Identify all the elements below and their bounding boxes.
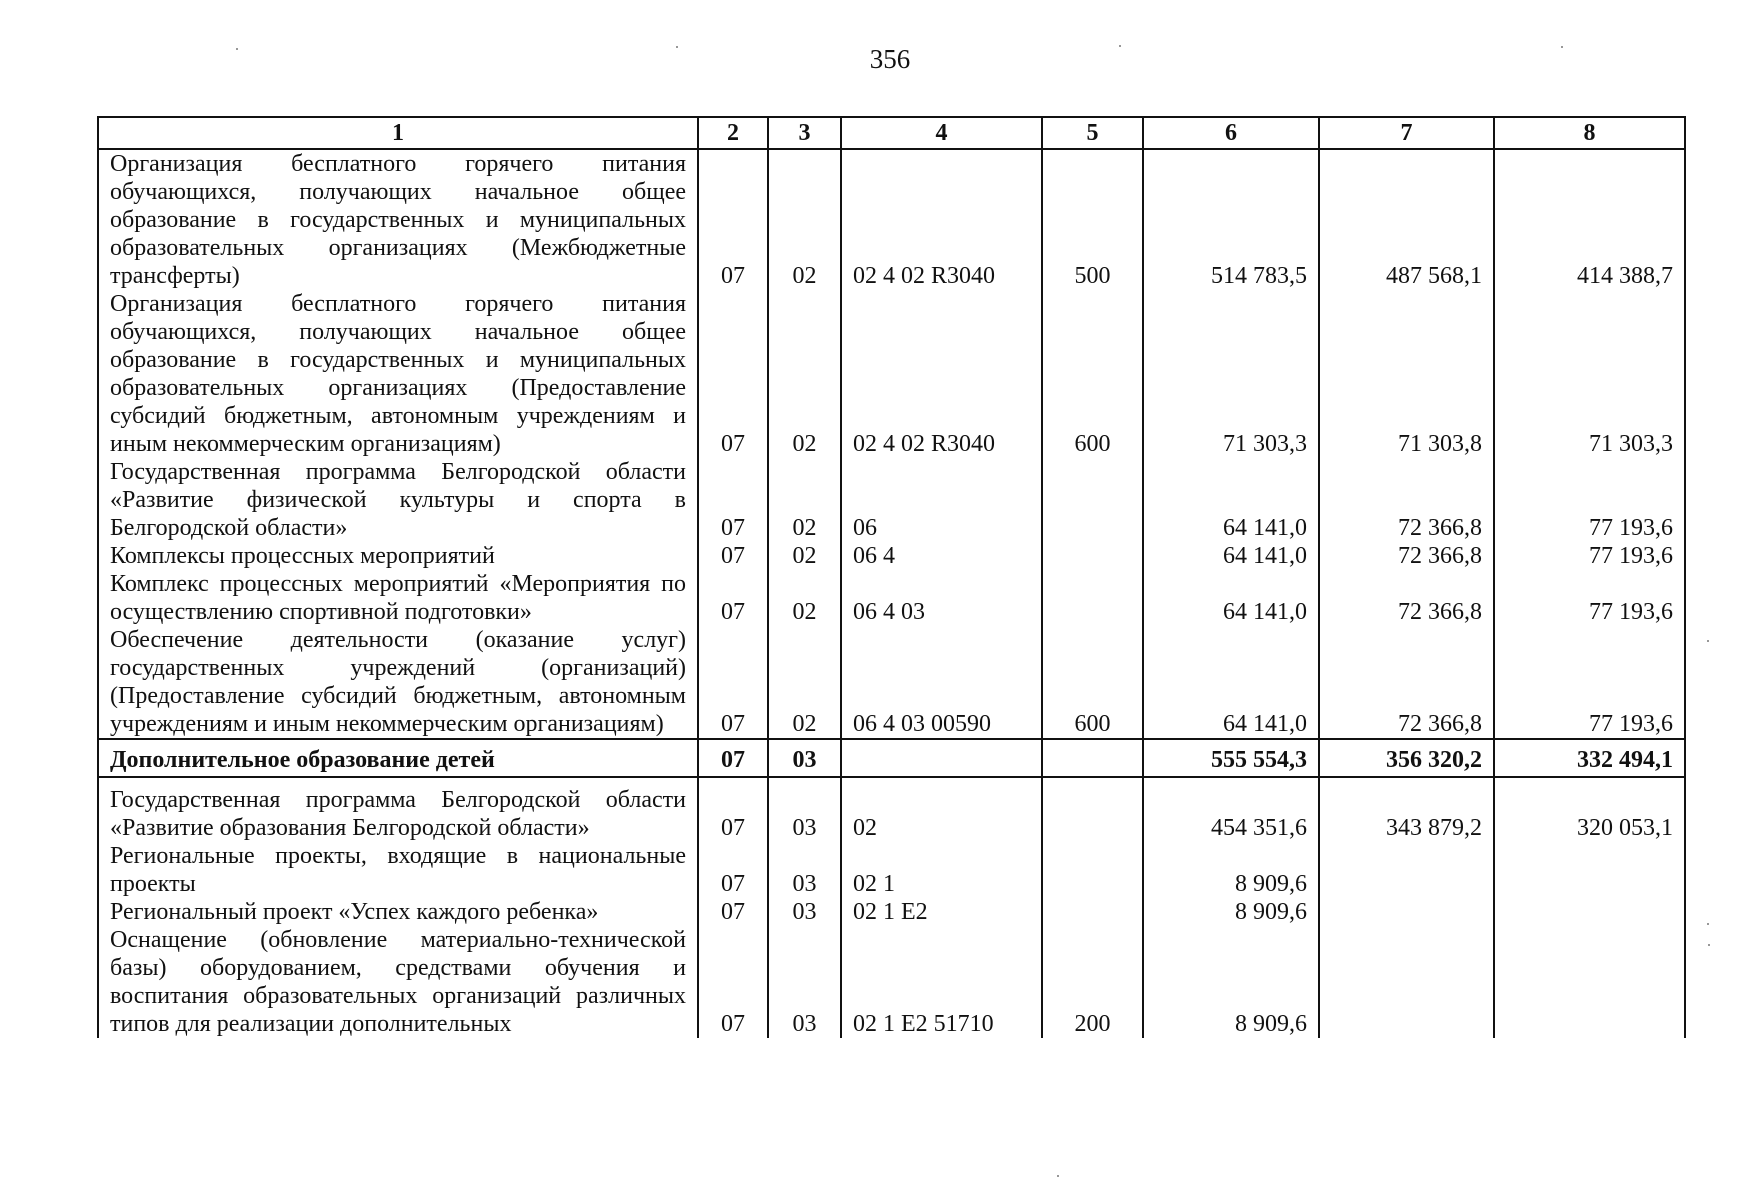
row-name-cell: Региональный проект «Успех каждого ребенка» (98, 898, 698, 926)
target-article-cell: 02 1 E2 (841, 898, 1042, 926)
table-row (98, 570, 1685, 626)
subsection-code-cell: 03 (768, 898, 841, 926)
target-article-cell: 02 4 02 R3040 (841, 290, 1042, 458)
amount-cell-year-3: 77 193,6 (1494, 570, 1685, 626)
expense-type-cell: 500 (1042, 149, 1143, 290)
table-row (98, 458, 1685, 542)
amount-cell-year-1: 514 783,5 (1143, 149, 1319, 290)
amount-cell-year-3: 77 193,6 (1494, 626, 1685, 739)
row-name-cell: Комплексы процессных мероприятий (98, 542, 698, 570)
amount-cell-year-3 (1494, 842, 1685, 898)
target-article-cell: 06 4 (841, 542, 1042, 570)
table-row (98, 926, 1685, 1038)
amount-cell-year-3: 77 193,6 (1494, 542, 1685, 570)
section-code-cell: 07 (698, 458, 768, 542)
target-article-cell: 02 1 (841, 842, 1042, 898)
expense-type-cell (1042, 739, 1143, 777)
row-name-cell: Государственная программа Белгородской области «Развитие образования Белгородской области» (98, 777, 698, 842)
amount-cell-year-1: 71 303,3 (1143, 290, 1319, 458)
section-code-cell: 07 (698, 570, 768, 626)
scan-speck (676, 46, 678, 48)
amount-cell-year-1: 64 141,0 (1143, 458, 1319, 542)
subsection-code-cell: 02 (768, 290, 841, 458)
column-header: 7 (1319, 117, 1494, 149)
row-name-cell: Дополнительное образование детей (98, 739, 698, 777)
amount-cell-year-1: 454 351,6 (1143, 777, 1319, 842)
table-row (98, 842, 1685, 898)
subsection-code-cell: 02 (768, 570, 841, 626)
scan-speck (1561, 46, 1563, 48)
section-code-cell: 07 (698, 842, 768, 898)
scan-speck (1119, 45, 1121, 47)
amount-cell-year-3 (1494, 898, 1685, 926)
amount-cell-year-3: 332 494,1 (1494, 739, 1685, 777)
target-article-cell: 02 1 E2 51710 (841, 926, 1042, 1038)
amount-cell-year-3: 414 388,7 (1494, 149, 1685, 290)
section-code-cell: 07 (698, 626, 768, 739)
section-code-cell: 07 (698, 542, 768, 570)
scan-speck (1707, 923, 1709, 925)
amount-cell-year-1: 64 141,0 (1143, 626, 1319, 739)
column-header: 6 (1143, 117, 1319, 149)
row-name-cell: Организация бесплатного горячего питания обучающихся, получающих начальное общее образование в государственных и муниципальных образовательных организациях (Межбюджетные трансферты) (98, 149, 698, 290)
section-code-cell: 07 (698, 739, 768, 777)
amount-cell-year-2: 487 568,1 (1319, 149, 1494, 290)
table-row (98, 149, 1685, 290)
target-article-cell (841, 739, 1042, 777)
subsection-code-cell: 02 (768, 626, 841, 739)
scan-speck (1708, 944, 1710, 946)
section-code-cell: 07 (698, 898, 768, 926)
target-article-cell: 02 4 02 R3040 (841, 149, 1042, 290)
row-name-cell: Региональные проекты, входящие в национальные проекты (98, 842, 698, 898)
expense-type-cell (1042, 542, 1143, 570)
row-name-cell: Организация бесплатного горячего питания обучающихся, получающих начальное общее образование в государственных и муниципальных образовательных организациях (Предоставление субсидий бюджетным, автономным учреждениям и иным некоммерческим организациям) (98, 290, 698, 458)
expense-type-cell: 200 (1042, 926, 1143, 1038)
subsection-code-cell: 02 (768, 458, 841, 542)
column-header: 3 (768, 117, 841, 149)
section-code-cell: 07 (698, 777, 768, 842)
amount-cell-year-2: 72 366,8 (1319, 542, 1494, 570)
amount-cell-year-1: 8 909,6 (1143, 898, 1319, 926)
row-name-cell: Комплекс процессных мероприятий «Мероприятия по осуществлению спортивной подготовки» (98, 570, 698, 626)
target-article-cell: 02 (841, 777, 1042, 842)
table-row (98, 290, 1685, 458)
target-article-cell: 06 (841, 458, 1042, 542)
expense-type-cell (1042, 570, 1143, 626)
row-name-cell: Государственная программа Белгородской области «Развитие физической культуры и спорта в Белгородской области» (98, 458, 698, 542)
amount-cell-year-2 (1319, 898, 1494, 926)
column-header: 4 (841, 117, 1042, 149)
amount-cell-year-2: 343 879,2 (1319, 777, 1494, 842)
amount-cell-year-3: 320 053,1 (1494, 777, 1685, 842)
subsection-code-cell: 03 (768, 926, 841, 1038)
table-row (98, 739, 1685, 777)
target-article-cell: 06 4 03 (841, 570, 1042, 626)
table-row (98, 626, 1685, 739)
subsection-code-cell: 02 (768, 149, 841, 290)
amount-cell-year-1: 64 141,0 (1143, 542, 1319, 570)
amount-cell-year-2: 72 366,8 (1319, 458, 1494, 542)
table-body (98, 149, 1685, 1038)
subsection-code-cell: 03 (768, 777, 841, 842)
budget-table (97, 116, 1686, 1038)
target-article-cell: 06 4 03 00590 (841, 626, 1042, 739)
amount-cell-year-3: 77 193,6 (1494, 458, 1685, 542)
table-row (98, 777, 1685, 842)
subsection-code-cell: 03 (768, 842, 841, 898)
column-header: 5 (1042, 117, 1143, 149)
expense-type-cell (1042, 458, 1143, 542)
row-name-cell: Оснащение (обновление материально-технической базы) оборудованием, средствами обучения и воспитания образовательных организаций различных типов для реализации дополнительных (98, 926, 698, 1038)
section-code-cell: 07 (698, 290, 768, 458)
table-header-row (98, 117, 1685, 149)
column-header: 8 (1494, 117, 1685, 149)
expense-type-cell: 600 (1042, 290, 1143, 458)
subsection-code-cell: 03 (768, 739, 841, 777)
column-header: 1 (98, 117, 698, 149)
expense-type-cell (1042, 777, 1143, 842)
amount-cell-year-2 (1319, 842, 1494, 898)
amount-cell-year-2: 356 320,2 (1319, 739, 1494, 777)
scan-speck (1057, 1175, 1059, 1177)
row-name-cell: Обеспечение деятельности (оказание услуг) государственных учреждений (организаций) (Предоставление субсидий бюджетным, автономным учреждениям и иным некоммерческим организациям) (98, 626, 698, 739)
amount-cell-year-3 (1494, 926, 1685, 1038)
page-number: 356 (869, 44, 911, 74)
amount-cell-year-2 (1319, 926, 1494, 1038)
amount-cell-year-3: 71 303,3 (1494, 290, 1685, 458)
column-header: 2 (698, 117, 768, 149)
expense-type-cell (1042, 842, 1143, 898)
amount-cell-year-2: 72 366,8 (1319, 626, 1494, 739)
table-row (98, 898, 1685, 926)
amount-cell-year-1: 64 141,0 (1143, 570, 1319, 626)
scan-speck (236, 48, 238, 50)
scan-speck (1707, 640, 1709, 642)
section-code-cell: 07 (698, 149, 768, 290)
subsection-code-cell: 02 (768, 542, 841, 570)
table-row (98, 542, 1685, 570)
amount-cell-year-2: 72 366,8 (1319, 570, 1494, 626)
section-code-cell: 07 (698, 926, 768, 1038)
expense-type-cell: 600 (1042, 626, 1143, 739)
amount-cell-year-1: 555 554,3 (1143, 739, 1319, 777)
expense-type-cell (1042, 898, 1143, 926)
amount-cell-year-1: 8 909,6 (1143, 842, 1319, 898)
amount-cell-year-1: 8 909,6 (1143, 926, 1319, 1038)
amount-cell-year-2: 71 303,8 (1319, 290, 1494, 458)
